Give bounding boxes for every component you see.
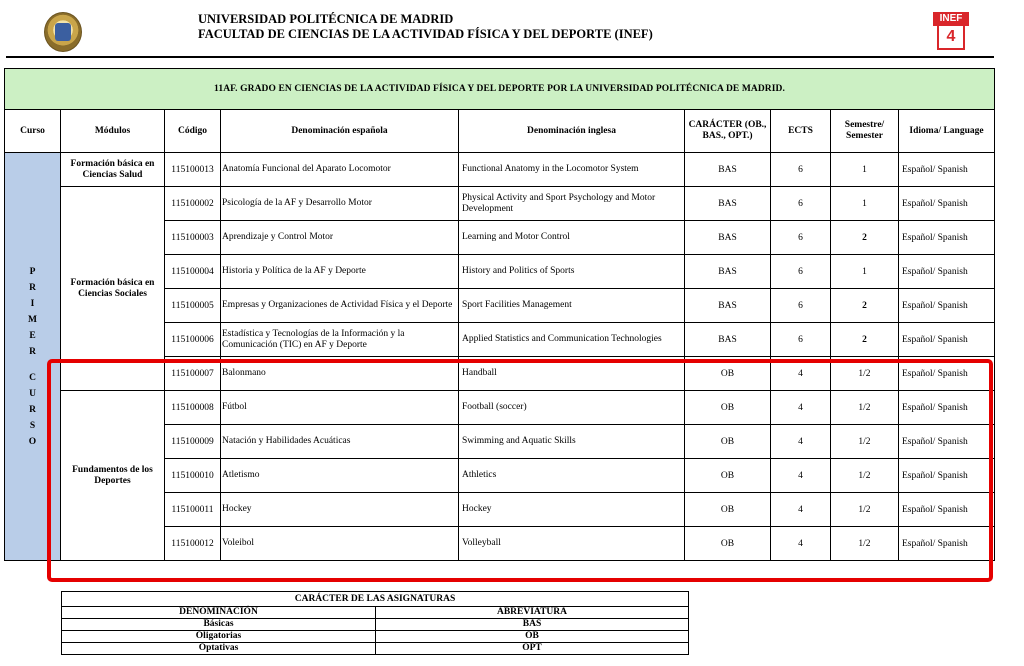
cell-code: 115100009 [165,425,221,459]
col-header-caracter: CARÁCTER (OB., BAS., OPT.) [685,110,771,153]
cell-denominacion-inglesa: Handball [459,357,685,391]
module-cell: Formación básica en Ciencias Salud [61,153,165,187]
cell-ects: 6 [771,323,831,357]
cell-idioma: Español/ Spanish [899,221,995,255]
curriculum-table [4,68,995,561]
cell-caracter: OB [685,527,771,561]
university-seal-logo [44,12,82,52]
cell-caracter: BAS [685,221,771,255]
cell-denominacion-inglesa: Applied Statistics and Communication Technologies [459,323,685,357]
cell-semestre: 2 [831,323,899,357]
col-header-denominacion-espanola: Denominación española [221,110,459,153]
curso-letter: R [29,282,36,293]
cell-code: 115100011 [165,493,221,527]
cell-semestre: 2 [831,221,899,255]
curso-letter: I [30,298,35,309]
document-header [0,0,1024,58]
table-title: 11AF. GRADO EN CIENCIAS DE LA ACTIVIDAD FÍSICA Y DEL DEPORTE POR LA UNIVERSIDAD POLITÉCNICA DE MADRID. [5,69,995,110]
header-row [5,110,995,153]
cell-caracter: OB [685,425,771,459]
col-header-curso: Curso [5,110,61,153]
cell-code: 115100012 [165,527,221,561]
cell-semestre: 1/2 [831,493,899,527]
cell-caracter: OB [685,459,771,493]
cell-idioma: Español/ Spanish [899,357,995,391]
cell-denominacion-espanola: Anatomía Funcional del Aparato Locomotor [221,153,459,187]
cell-idioma: Español/ Spanish [899,459,995,493]
col-header-idioma: Idioma/ Language [899,110,995,153]
cell-denominacion-espanola: Aprendizaje y Control Motor [221,221,459,255]
cell-ects: 4 [771,459,831,493]
legend-col-abreviatura: ABREVIATURA [376,607,689,619]
cell-caracter: BAS [685,289,771,323]
legend-abbr: OPT [376,643,689,655]
cell-denominacion-espanola: Estadística y Tecnologías de la Información y la Comunicación (TIC) en AF y Deporte [221,323,459,357]
legend-table [61,591,689,655]
inef-logo [933,12,969,50]
inef-logo-symbol: 4 [937,26,965,50]
cell-ects: 4 [771,527,831,561]
legend-title: CARÁCTER DE LAS ASIGNATURAS [62,592,689,607]
cell-idioma: Español/ Spanish [899,493,995,527]
curso-letter [8,360,57,370]
cell-idioma: Español/ Spanish [899,289,995,323]
legend-name: Básicas [62,619,376,631]
inef-logo-text: INEF [933,12,969,26]
cell-semestre: 2 [831,289,899,323]
cell-denominacion-inglesa: History and Politics of Sports [459,255,685,289]
cell-denominacion-espanola: Voleibol [221,527,459,561]
curso-letter: S [29,420,36,431]
cell-denominacion-inglesa: Athletics [459,459,685,493]
curso-letter: O [28,436,37,447]
cell-ects: 4 [771,391,831,425]
cell-denominacion-inglesa: Sport Facilities Management [459,289,685,323]
module-cell: Formación básica en Ciencias Sociales [61,187,165,391]
table-row [5,153,995,187]
cell-idioma: Español/ Spanish [899,391,995,425]
cell-denominacion-espanola: Psicología de la AF y Desarrollo Motor [221,187,459,221]
cell-caracter: OB [685,391,771,425]
cell-code: 115100006 [165,323,221,357]
cell-code: 115100007 [165,357,221,391]
cell-idioma: Español/ Spanish [899,527,995,561]
cell-semestre: 1/2 [831,425,899,459]
cell-denominacion-espanola: Atletismo [221,459,459,493]
legend-abbr: OB [376,631,689,643]
cell-ects: 6 [771,289,831,323]
legend-name: Optativas [62,643,376,655]
cell-denominacion-inglesa: Swimming and Aquatic Skills [459,425,685,459]
cell-semestre: 1/2 [831,391,899,425]
cell-idioma: Español/ Spanish [899,255,995,289]
cell-caracter: BAS [685,187,771,221]
cell-idioma: Español/ Spanish [899,187,995,221]
col-header-denominacion-inglesa: Denominación inglesa [459,110,685,153]
cell-ects: 4 [771,493,831,527]
cell-semestre: 1 [831,255,899,289]
col-header-ects: ECTS [771,110,831,153]
cell-ects: 6 [771,153,831,187]
module-cell: Fundamentos de los Deportes [61,391,165,561]
cell-denominacion-inglesa: Functional Anatomy in the Locomotor System [459,153,685,187]
table-row [5,187,995,221]
cell-ects: 6 [771,221,831,255]
cell-ects: 6 [771,255,831,289]
cell-denominacion-inglesa: Hockey [459,493,685,527]
cell-denominacion-espanola: Empresas y Organizaciones de Actividad Física y el Deporte [221,289,459,323]
faculty-name: FACULTAD DE CIENCIAS DE LA ACTIVIDAD FÍSICA Y DEL DEPORTE (INEF) [198,27,653,41]
curso-cell [5,153,61,561]
cell-code: 115100013 [165,153,221,187]
cell-semestre: 1/2 [831,459,899,493]
cell-idioma: Español/ Spanish [899,153,995,187]
curso-letter: M [28,314,37,325]
cell-semestre: 1 [831,153,899,187]
cell-semestre: 1 [831,187,899,221]
cell-code: 115100004 [165,255,221,289]
curso-letter: U [29,388,36,399]
cell-code: 115100003 [165,221,221,255]
cell-denominacion-espanola: Balonmano [221,357,459,391]
legend-name: Oligatorias [62,631,376,643]
cell-caracter: BAS [685,323,771,357]
cell-code: 115100002 [165,187,221,221]
cell-idioma: Español/ Spanish [899,323,995,357]
cell-ects: 6 [771,187,831,221]
cell-code: 115100008 [165,391,221,425]
curso-letter: E [29,330,36,341]
curso-letter: R [29,404,36,415]
cell-caracter: BAS [685,153,771,187]
cell-ects: 4 [771,357,831,391]
cell-code: 115100005 [165,289,221,323]
col-header-modulos: Módulos [61,110,165,153]
cell-caracter: OB [685,357,771,391]
institution-names [198,12,653,42]
col-header-codigo: Código [165,110,221,153]
cell-denominacion-inglesa: Football (soccer) [459,391,685,425]
cell-denominacion-inglesa: Volleyball [459,527,685,561]
cell-semestre: 1/2 [831,357,899,391]
cell-denominacion-inglesa: Physical Activity and Sport Psychology and Motor Development [459,187,685,221]
curso-letter: C [29,372,36,383]
table-row [5,391,995,425]
university-name: UNIVERSIDAD POLITÉCNICA DE MADRID [198,12,454,26]
cell-caracter: OB [685,493,771,527]
cell-denominacion-espanola: Natación y Habilidades Acuáticas [221,425,459,459]
col-header-semestre: Semestre/ Semester [831,110,899,153]
cell-semestre: 1/2 [831,527,899,561]
header-rule [6,56,994,58]
cell-ects: 4 [771,425,831,459]
cell-caracter: BAS [685,255,771,289]
cell-code: 115100010 [165,459,221,493]
cell-denominacion-espanola: Historia y Política de la AF y Deporte [221,255,459,289]
legend-col-denominacion: DENOMINACIÓN [62,607,376,619]
cell-denominacion-espanola: Hockey [221,493,459,527]
cell-denominacion-espanola: Fútbol [221,391,459,425]
cell-denominacion-inglesa: Learning and Motor Control [459,221,685,255]
cell-idioma: Español/ Spanish [899,425,995,459]
curso-letter: R [29,346,36,357]
curso-letter: P [29,266,36,277]
legend-abbr: BAS [376,619,689,631]
